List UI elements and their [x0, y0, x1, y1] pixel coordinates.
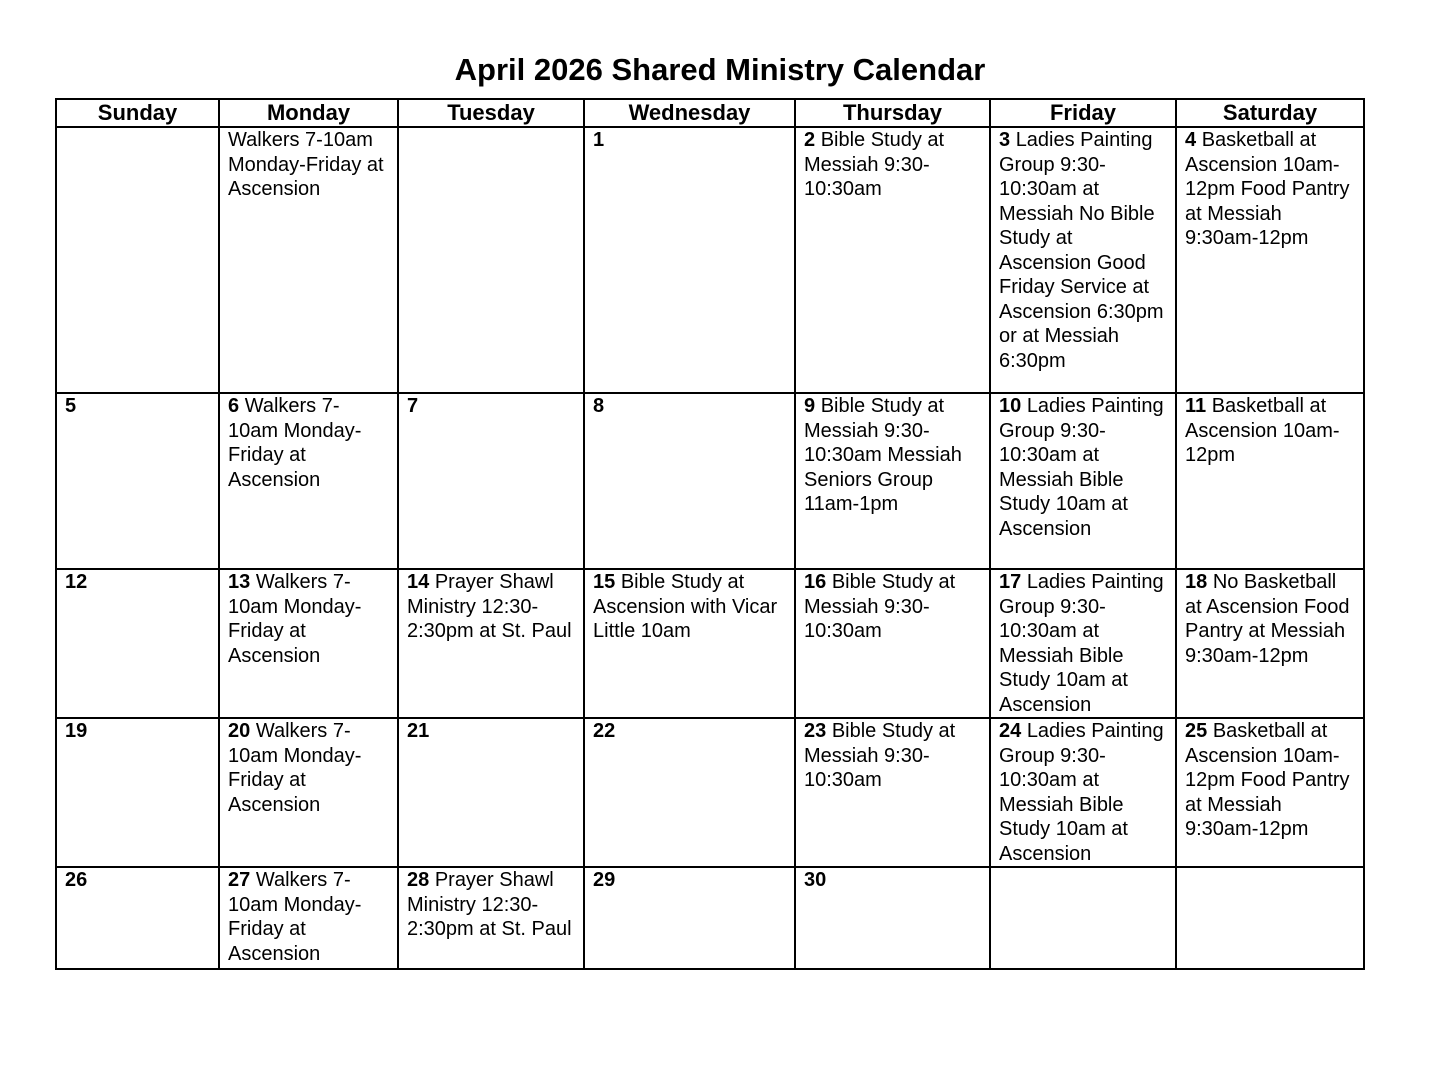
day-number: 8: [593, 395, 605, 417]
day-number: 18: [1185, 571, 1208, 593]
day-cell: [584, 393, 795, 569]
day-number: 1: [593, 129, 605, 151]
day-cell: [1176, 569, 1364, 718]
day-number: 12: [65, 571, 88, 593]
day-events: Walkers 7-10am Monday-Friday at Ascension: [228, 869, 362, 965]
day-events: Ladies Painting Group 9:30-10:30am at Messiah Bible Study 10am at Ascension: [999, 720, 1164, 865]
day-cell: [1176, 867, 1364, 969]
day-cell: [56, 718, 219, 867]
day-events: Ladies Painting Group 9:30-10:30am at Messiah No Bible Study at Ascension Good Friday Service at Ascension 6:30pm or at Messiah 6:30pm: [999, 129, 1164, 372]
day-number: 22: [593, 720, 616, 742]
day-cell: [219, 867, 398, 969]
day-cell: [990, 127, 1176, 393]
day-number: 30: [804, 869, 827, 891]
day-number: 4: [1185, 129, 1197, 151]
day-cell: [398, 393, 584, 569]
day-number: 19: [65, 720, 88, 742]
week-row: [56, 569, 1364, 718]
day-cell: [398, 127, 584, 393]
day-events: Bible Study at Messiah 9:30-10:30am: [804, 571, 956, 642]
day-cell: [219, 393, 398, 569]
day-cell: [398, 867, 584, 969]
day-events: Ladies Painting Group 9:30-10:30am at Messiah Bible Study 10am at Ascension: [999, 571, 1164, 716]
weekday-monday: Monday: [219, 99, 398, 127]
day-number: 6: [228, 395, 240, 417]
day-cell: [795, 569, 990, 718]
day-number: 23: [804, 720, 827, 742]
day-events: Prayer Shawl Ministry 12:30-2:30pm at St. Paul: [407, 571, 572, 642]
day-cell: [1176, 393, 1364, 569]
day-cell: [56, 569, 219, 718]
day-cell: [795, 393, 990, 569]
day-cell: [795, 867, 990, 969]
day-events: Prayer Shawl Ministry 12:30-2:30pm at St. Paul: [407, 869, 572, 940]
day-cell: [56, 393, 219, 569]
day-events: Bible Study at Messiah 9:30-10:30am: [804, 720, 956, 791]
day-events: No Basketball at Ascension Food Pantry at Messiah 9:30am-12pm: [1185, 571, 1350, 667]
day-events: Bible Study at Messiah 9:30-10:30am Messiah Seniors Group 11am-1pm: [804, 395, 962, 515]
day-number: 24: [999, 720, 1022, 742]
weekday-wednesday: Wednesday: [584, 99, 795, 127]
day-number: 13: [228, 571, 251, 593]
weekday-tuesday: Tuesday: [398, 99, 584, 127]
day-cell: [219, 127, 398, 393]
day-number: 16: [804, 571, 827, 593]
day-number: 5: [65, 395, 77, 417]
day-cell: [56, 127, 219, 393]
week-row: [56, 127, 1364, 393]
weekday-friday: Friday: [990, 99, 1176, 127]
day-number: 2: [804, 129, 816, 151]
day-cell: [584, 718, 795, 867]
week-row: [56, 718, 1364, 867]
day-events: Basketball at Ascension 10am-12pm Food Pantry at Messiah 9:30am-12pm: [1185, 129, 1350, 249]
day-number: 28: [407, 869, 430, 891]
weekday-sunday: Sunday: [56, 99, 219, 127]
day-cell: [1176, 127, 1364, 393]
day-number: 7: [407, 395, 419, 417]
day-cell: [56, 867, 219, 969]
day-number: 21: [407, 720, 430, 742]
day-cell: [990, 867, 1176, 969]
week-row: [56, 867, 1364, 969]
calendar-grid: [55, 98, 1365, 970]
day-cell: [584, 867, 795, 969]
day-number: 20: [228, 720, 251, 742]
weekday-header-row: [56, 99, 1364, 127]
day-cell: [795, 718, 990, 867]
day-events: Walkers 7-10am Monday-Friday at Ascension: [228, 129, 384, 200]
day-cell: [219, 569, 398, 718]
day-cell: [990, 569, 1176, 718]
day-events: Walkers 7-10am Monday-Friday at Ascension: [228, 571, 362, 667]
day-number: 14: [407, 571, 430, 593]
day-cell: [584, 569, 795, 718]
day-number: 11: [1185, 395, 1207, 417]
day-events: Walkers 7-10am Monday-Friday at Ascension: [228, 720, 362, 816]
day-events: Bible Study at Messiah 9:30-10:30am: [804, 129, 945, 200]
week-row: [56, 393, 1364, 569]
day-cell: [219, 718, 398, 867]
day-number: 29: [593, 869, 616, 891]
day-cell: [990, 393, 1176, 569]
day-cell: [795, 127, 990, 393]
day-events: Walkers 7-10am Monday-Friday at Ascension: [228, 395, 362, 491]
day-number: 26: [65, 869, 88, 891]
weekday-thursday: Thursday: [795, 99, 990, 127]
day-events: Bible Study at Ascension with Vicar Little 10am: [593, 571, 778, 642]
page-title: April 2026 Shared Ministry Calendar: [454, 52, 986, 87]
day-number: 10: [999, 395, 1022, 417]
day-cell: [584, 127, 795, 393]
weekday-saturday: Saturday: [1176, 99, 1364, 127]
day-events: Basketball at Ascension 10am-12pm: [1185, 395, 1340, 466]
day-cell: [990, 718, 1176, 867]
day-number: 25: [1185, 720, 1208, 742]
day-number: 17: [999, 571, 1022, 593]
day-number: 9: [804, 395, 816, 417]
day-events: Ladies Painting Group 9:30-10:30am at Messiah Bible Study 10am at Ascension: [999, 395, 1164, 540]
day-number: 27: [228, 869, 251, 891]
day-cell: [398, 569, 584, 718]
day-number: 3: [999, 129, 1011, 151]
day-number: 15: [593, 571, 616, 593]
day-events: Basketball at Ascension 10am-12pm Food Pantry at Messiah 9:30am-12pm: [1185, 720, 1350, 840]
day-cell: [398, 718, 584, 867]
day-cell: [1176, 718, 1364, 867]
